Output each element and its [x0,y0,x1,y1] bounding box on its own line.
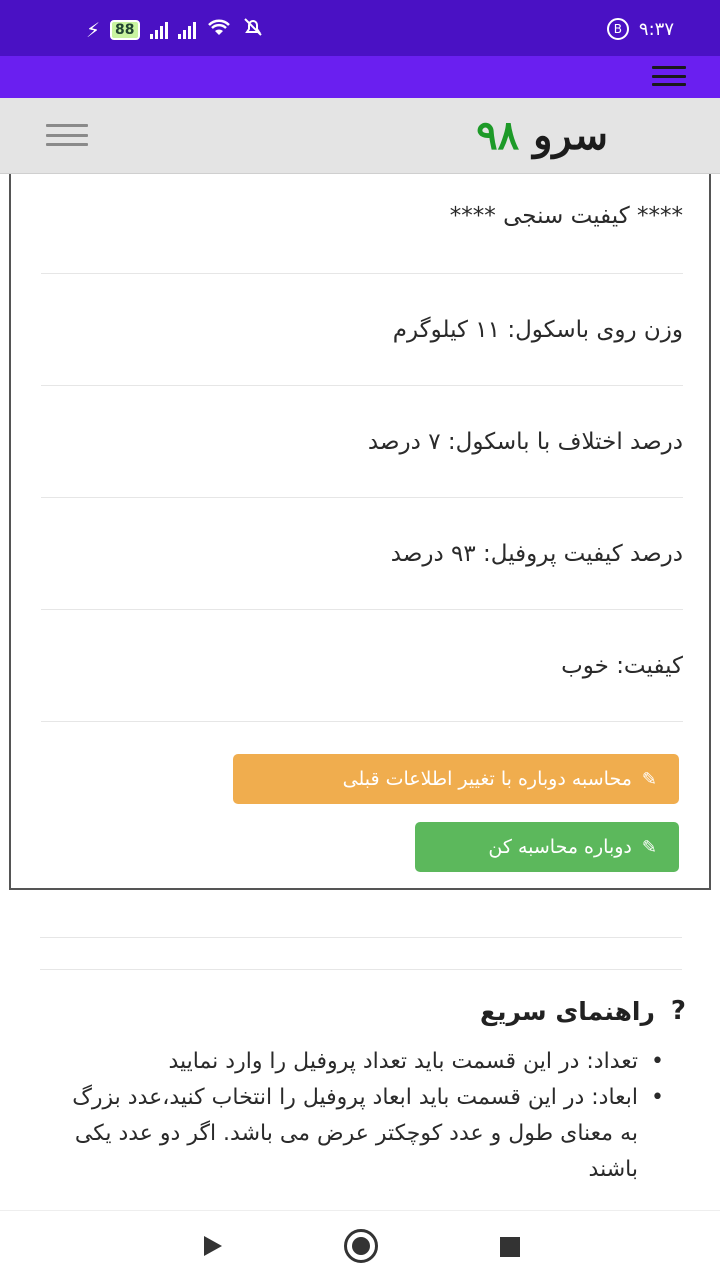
logo-word: سرو [533,112,608,159]
signal-icon [150,21,168,39]
b-badge-icon: B [607,18,629,40]
battery-icon [110,20,139,40]
mute-bell-icon [242,16,264,43]
battery-level: 88 [110,20,139,40]
clock: ۹:۳۷ [638,18,674,40]
site-menu-icon[interactable] [46,124,88,146]
result-row-header: **** کیفیت سنجی **** [41,158,683,274]
recalculate-button[interactable] [415,822,679,872]
logo-number: ۹۸ [476,112,520,159]
divider [40,937,682,938]
status-icons [86,16,264,43]
result-row-weight: وزن روی باسکول: ۱۱ کیلوگرم [41,274,683,386]
result-row-quality-percent: درصد کیفیت پروفیل: ۹۳ درصد [41,498,683,610]
result-row-quality: کیفیت: خوب [41,610,683,722]
pencil-icon: ✎ [641,836,657,858]
divider [40,969,682,970]
guide-list [58,1044,638,1188]
question-icon: ? [670,996,686,1026]
home-icon[interactable] [344,1229,378,1263]
guide-title-text: راهنمای سریع [480,996,655,1026]
navigation-bar [0,1210,720,1280]
recalculate-with-changes-label: محاسبه دوباره با تغییر اطلاعات قبلی [342,768,632,790]
signal-icon-2 [178,21,196,39]
status-bar [0,0,720,56]
list-item: • تعداد: در این قسمت باید تعداد پروفیل را وارد نمایید [58,1044,638,1080]
recalculate-with-changes-button[interactable] [233,754,679,804]
wifi-icon [206,17,232,42]
recent-apps-icon[interactable] [500,1237,520,1257]
recalculate-label: دوباره محاسبه کن [488,836,632,858]
pencil-icon: ✎ [641,768,657,790]
back-icon[interactable] [204,1236,222,1256]
site-logo[interactable] [476,112,608,159]
app-top-bar [0,56,720,98]
result-panel [9,174,711,890]
guide-title [480,996,686,1026]
list-item: • ابعاد: در این قسمت باید ابعاد پروفیل را انتخاب کنید،عدد بزرگ به معنای طول و عدد کوچکتر عرض می باشد. اگر دو عدد یکی باشند [58,1080,638,1188]
result-row-difference: درصد اختلاف با باسکول: ۷ درصد [41,386,683,498]
menu-icon[interactable] [652,66,686,86]
status-right [607,18,674,40]
charging-icon: ⚡ [86,17,101,42]
